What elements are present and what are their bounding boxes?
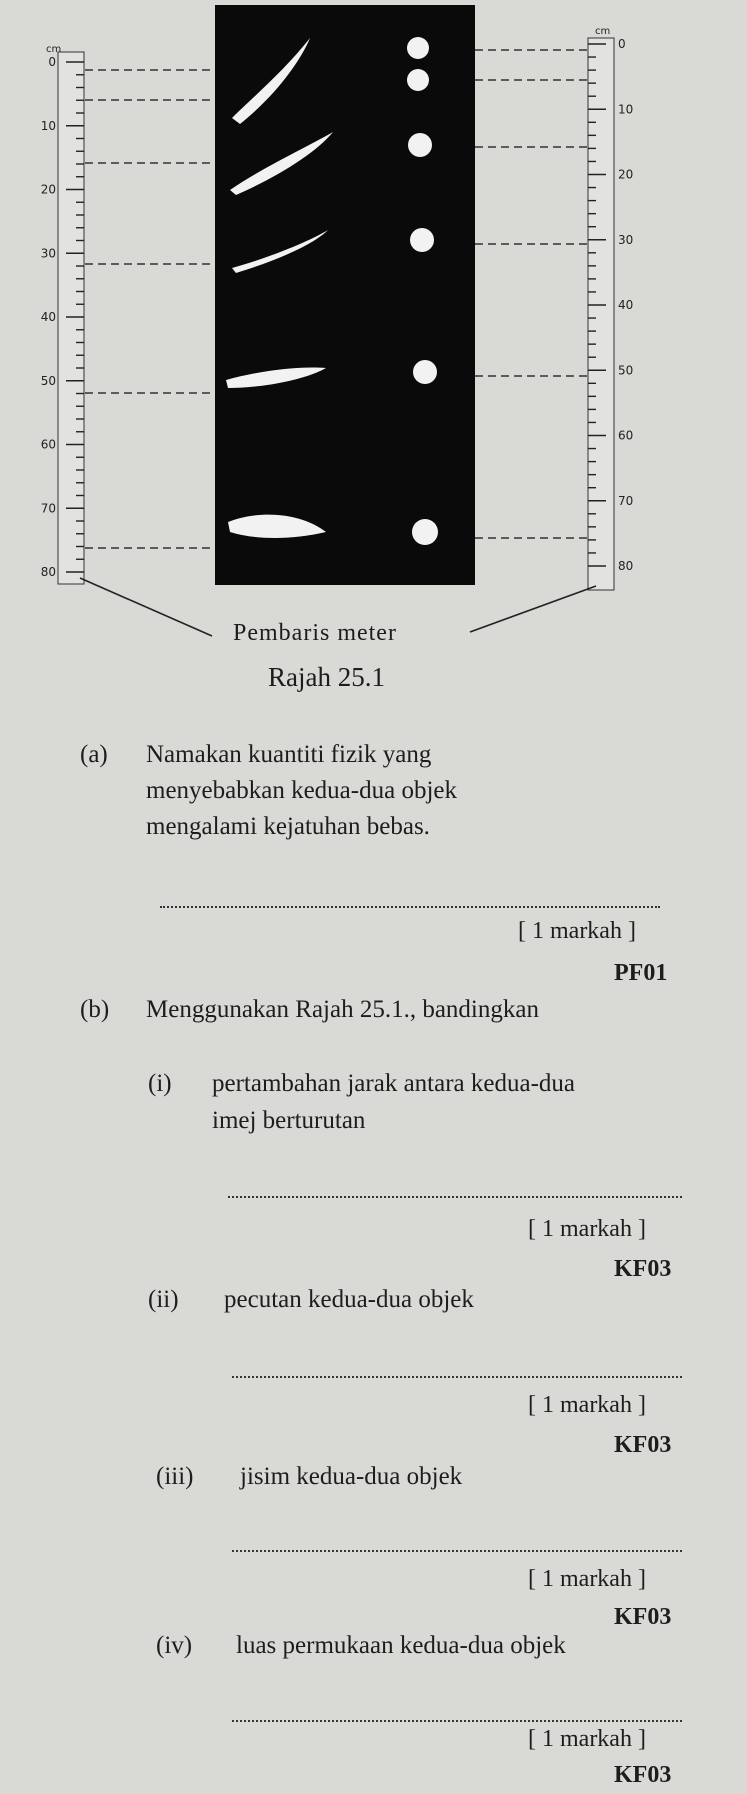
question-a-line: menyebabkan kedua-dua objek [146,777,457,804]
answer-line-a[interactable] [160,906,660,908]
ruler-tick-label: 60 [40,437,56,452]
ruler-tick-label: 0 [618,37,626,51]
ruler-tick-label: 40 [40,310,56,324]
part-i-number: (i) [148,1070,172,1097]
answer-line-b-i[interactable] [228,1196,682,1198]
skill-code: KF03 [614,1256,672,1282]
ruler-tick-label: 10 [40,118,56,133]
part-iii-line: jisim kedua-dua objek [240,1463,463,1490]
answer-line-b-iv[interactable] [232,1720,682,1722]
part-iv-line: luas permukaan kedua-dua objek [236,1632,566,1659]
question-b-number: (b) [80,996,110,1023]
ruler-tick-label: 60 [618,428,634,443]
rajah-25-1-figure [0,0,747,700]
answer-line-b-iii[interactable] [232,1550,682,1552]
marks-label: [ 1 markah ] [528,1726,646,1752]
ruler-tick-label: 50 [618,363,634,378]
skill-code: PF01 [614,960,668,986]
part-ii-line: pecutan kedua-dua objek [224,1286,474,1313]
ruler-tick-label: 30 [40,246,56,261]
figure-caption: Rajah 25.1 [268,662,385,692]
part-iv-number: (iv) [156,1632,193,1659]
ruler-tick-label: 40 [618,298,634,312]
ruler-tick-label: 80 [618,559,634,573]
marks-label: [ 1 markah ] [528,1392,646,1418]
ball-image [408,133,432,157]
skill-code: KF03 [614,1604,672,1630]
ball-image [412,519,438,545]
ball-image [407,69,429,91]
question-a-line: Namakan kuantiti fizik yang [146,741,432,768]
question-a-line: mengalami kejatuhan bebas. [146,813,430,840]
ruler-tick-label: 10 [618,102,634,117]
left-meter-rule [41,44,84,584]
right-meter-rule [588,26,633,590]
ruler-unit-label: cm [595,26,611,37]
marks-label: [ 1 markah ] [518,918,636,944]
part-i-line: pertambahan jarak antara kedua-dua [212,1070,575,1097]
ruler-tick-label: 20 [40,182,56,197]
marks-label: [ 1 markah ] [528,1566,646,1592]
question-b-text: Menggunakan Rajah 25.1., bandingkan [146,996,539,1023]
part-i-line: imej berturutan [212,1107,366,1134]
ruler-tick-label: 70 [618,493,634,508]
ruler-tick-label: 0 [48,55,56,69]
skill-code: KF03 [614,1762,672,1788]
ruler-label: Pembaris meter [233,620,397,646]
part-iii-number: (iii) [156,1463,194,1490]
ruler-tick-label: 30 [618,232,634,247]
ruler-tick-label: 20 [618,167,634,182]
ruler-tick-label: 70 [40,501,56,516]
ball-image [413,360,437,384]
answer-line-b-ii[interactable] [232,1376,682,1378]
stroboscopic-photo [215,5,475,585]
ruler-tick-label: 50 [40,373,56,388]
question-a-number: (a) [80,741,108,768]
ruler-unit-label: cm [46,44,62,55]
ball-image [407,37,429,59]
ruler-tick-label: 80 [40,565,56,579]
marks-label: [ 1 markah ] [528,1216,646,1242]
skill-code: KF03 [614,1432,672,1458]
part-ii-number: (ii) [148,1286,179,1313]
ball-image [410,228,434,252]
